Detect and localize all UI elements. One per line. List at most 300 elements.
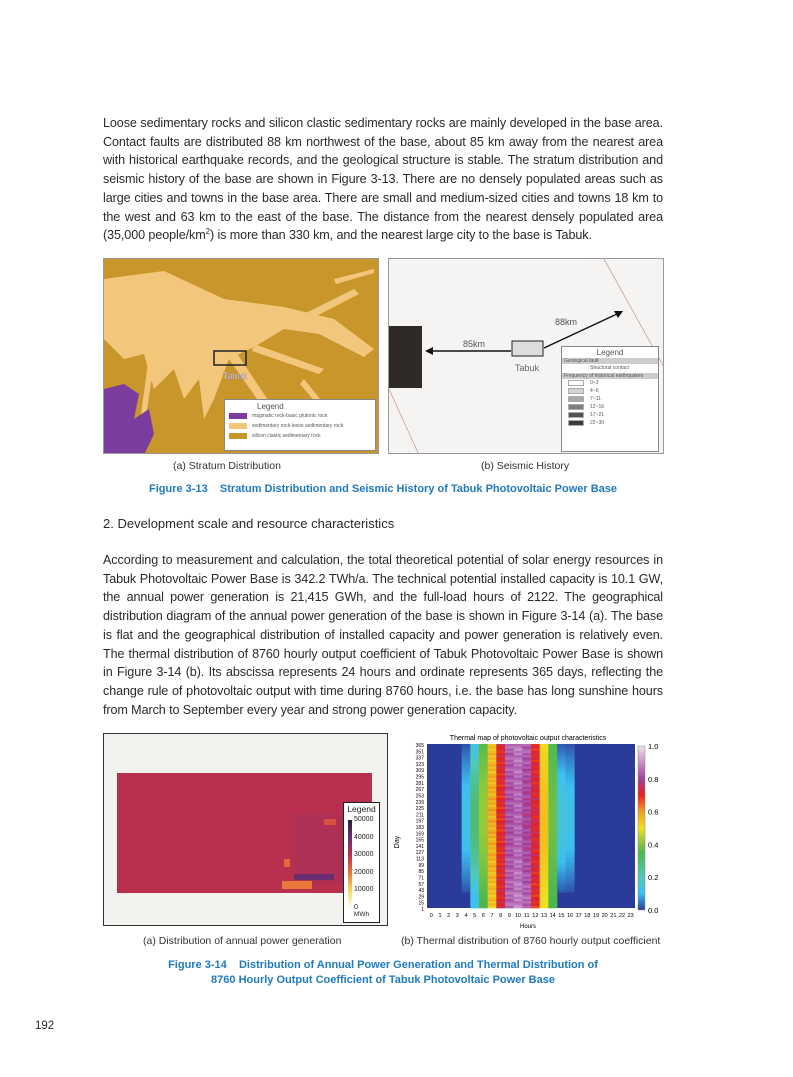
- heatmap-cell: [479, 780, 488, 783]
- heatmap-cell: [548, 877, 557, 880]
- heatmap-cell: [566, 757, 575, 760]
- heatmap-cell: [522, 881, 531, 884]
- heatmap-cell: [496, 780, 505, 783]
- heatmap-cell: [488, 859, 497, 862]
- heatmap-cell: [462, 809, 471, 812]
- heatmap-cell: [522, 879, 531, 882]
- heatmap-cell: [505, 814, 514, 817]
- heatmap-cell: [557, 847, 566, 850]
- legend-label: 4~6: [590, 388, 599, 394]
- heatmap-cell: [505, 877, 514, 880]
- heatmap-cell: [531, 836, 540, 839]
- heatmap-cell: [522, 843, 531, 846]
- heatmap-cell: [548, 838, 557, 841]
- heatmap-cell: [470, 796, 479, 799]
- heatmap-cell: [514, 818, 523, 821]
- heatmap-cell: [531, 879, 540, 882]
- heatmap-cell: [479, 782, 488, 785]
- x-tick-label: 22: [618, 913, 626, 919]
- heatmap-cell: [462, 861, 471, 864]
- heatmap-cell: [522, 886, 531, 889]
- heatmap-cell: [540, 769, 549, 772]
- heatmap-cell: [540, 818, 549, 821]
- heatmap-cell: [470, 906, 479, 909]
- heatmap-cell: [531, 807, 540, 810]
- heatmap-cell: [488, 820, 497, 823]
- heatmap-cell: [531, 814, 540, 817]
- heatmap-cell: [531, 762, 540, 765]
- heatmap-cell: [514, 793, 523, 796]
- heatmap-cell: [496, 874, 505, 877]
- heatmap-cell: [462, 796, 471, 799]
- heatmap-cell: [479, 823, 488, 826]
- y-tick-label: 295: [415, 774, 424, 781]
- heatmap-cell: [505, 859, 514, 862]
- heatmap-cell: [488, 766, 497, 769]
- heatmap-cell: [470, 820, 479, 823]
- heatmap-cell: [462, 814, 471, 817]
- heatmap-cell: [557, 793, 566, 796]
- heatmap-cell: [566, 773, 575, 776]
- heatmap-cell: [566, 771, 575, 774]
- heatmap-cell: [470, 836, 479, 839]
- heatmap-cell: [496, 886, 505, 889]
- heatmap-cell: [496, 904, 505, 907]
- heatmap-cell: [548, 802, 557, 805]
- heatmap-cell: [505, 868, 514, 871]
- heatmap-cell: [522, 796, 531, 799]
- heatmap-cell: [566, 832, 575, 835]
- heatmap-cell: [540, 838, 549, 841]
- heatmap-cell: [566, 798, 575, 801]
- heatmap-cell: [548, 751, 557, 754]
- heatmap-cell: [514, 823, 523, 826]
- heatmap-cell: [488, 847, 497, 850]
- heatmap-cell: [479, 897, 488, 900]
- heatmap-cell: [557, 811, 566, 814]
- heatmap-cell: [531, 888, 540, 891]
- heatmap-cell: [540, 868, 549, 871]
- heatmap-cell: [548, 811, 557, 814]
- x-tick-label: 13: [540, 913, 548, 919]
- legend-label: 17~21: [590, 412, 605, 418]
- heatmap-cell: [462, 793, 471, 796]
- heatmap-cell: [557, 861, 566, 864]
- heatmap-cell: [496, 753, 505, 756]
- heatmap-cell: [505, 886, 514, 889]
- heatmap-cell: [540, 904, 549, 907]
- heatmap-cell: [540, 863, 549, 866]
- heatmap-cell: [540, 897, 549, 900]
- heatmap-cell: [462, 755, 471, 758]
- heatmap-cell: [548, 764, 557, 767]
- heatmap-cell: [462, 852, 471, 855]
- heatmap-cell: [505, 764, 514, 767]
- heatmap-cell: [479, 748, 488, 751]
- heatmap-cell: [462, 865, 471, 868]
- heatmap-cell: [531, 771, 540, 774]
- heatmap-cell: [479, 762, 488, 765]
- heatmap-cell: [470, 859, 479, 862]
- heatmap-cell: [514, 838, 523, 841]
- colorbar-tick-label: 0.4: [648, 840, 659, 850]
- heatmap-cell: [522, 820, 531, 823]
- caption-stratum: (a) Stratum Distribution: [173, 460, 281, 472]
- heatmap-cell: [462, 820, 471, 823]
- heatmap-cell: [488, 854, 497, 857]
- heatmap-cell: [479, 829, 488, 832]
- heatmap-cell: [548, 899, 557, 902]
- y-tick-label: 253: [415, 793, 424, 800]
- heatmap-cell: [488, 757, 497, 760]
- heatmap-cell: [557, 859, 566, 862]
- heatmap-cell: [488, 782, 497, 785]
- heatmap-cell: [566, 886, 575, 889]
- heatmap-cell: [470, 872, 479, 875]
- heatmap-cell: [531, 834, 540, 837]
- heatmap-cell: [540, 755, 549, 758]
- heatmap-cell: [462, 825, 471, 828]
- heatmap-cell: [566, 834, 575, 837]
- heatmap-cell: [531, 859, 540, 862]
- heatmap-cell: [496, 800, 505, 803]
- heatmap-cell: [548, 825, 557, 828]
- heatmap-cell: [479, 892, 488, 895]
- heatmap-cell: [566, 841, 575, 844]
- heatmap-cell: [557, 757, 566, 760]
- heatmap-cell: [479, 868, 488, 871]
- heatmap-cell: [496, 769, 505, 772]
- heatmap-cell: [514, 841, 523, 844]
- heatmap-cell: [462, 832, 471, 835]
- heatmap-cell: [540, 796, 549, 799]
- heatmap-cell: [557, 787, 566, 790]
- heatmap-cell: [548, 757, 557, 760]
- heatmap-cell: [540, 856, 549, 859]
- heatmap-cell: [566, 811, 575, 814]
- heatmap-cell: [470, 834, 479, 837]
- heatmap-cell: [548, 852, 557, 855]
- heatmap-cell: [566, 764, 575, 767]
- heatmap-cell: [557, 881, 566, 884]
- heatmap-cell: [540, 886, 549, 889]
- heatmap-cell: [505, 834, 514, 837]
- heatmap-cell: [540, 800, 549, 803]
- heatmap-cell: [557, 807, 566, 810]
- heatmap-cell: [514, 872, 523, 875]
- heatmap-cell: [479, 838, 488, 841]
- heatmap-cell: [462, 773, 471, 776]
- heatmap-cell: [566, 859, 575, 862]
- heatmap-cell: [470, 775, 479, 778]
- x-tick-label: 4: [464, 913, 468, 919]
- heatmap-cell: [548, 901, 557, 904]
- heatmap-cell: [470, 798, 479, 801]
- heatmap-cell: [514, 881, 523, 884]
- heatmap-cell: [540, 901, 549, 904]
- heatmap-cell: [514, 778, 523, 781]
- y-tick-label: 57: [418, 881, 424, 888]
- heatmap-cell: [488, 832, 497, 835]
- heatmap-cell: [566, 874, 575, 877]
- heatmap-cell: [557, 825, 566, 828]
- heatmap-cell: [479, 877, 488, 880]
- heatmap-cell: [566, 883, 575, 886]
- heatmap-cell: [566, 793, 575, 796]
- heatmap-cell: [548, 859, 557, 862]
- heatmap-cell: [522, 816, 531, 819]
- heatmap-cell: [496, 809, 505, 812]
- heatmap-cell: [496, 854, 505, 857]
- legend-label: silicon clastic sedimentary rock: [252, 433, 321, 439]
- heatmap-cell: [531, 847, 540, 850]
- heatmap-cell: [479, 827, 488, 830]
- heatmap-cell: [496, 820, 505, 823]
- heatmap-cell: [531, 886, 540, 889]
- heatmap-cell: [470, 766, 479, 769]
- heatmap-cell: [488, 771, 497, 774]
- heatmap-cell: [540, 841, 549, 844]
- heatmap-cell: [496, 823, 505, 826]
- x-tick-label: 1: [438, 913, 442, 919]
- stratum-city-label: Tabuk: [222, 371, 248, 381]
- heatmap-cell: [479, 841, 488, 844]
- heatmap-cell: [514, 782, 523, 785]
- heatmap-cell: [566, 854, 575, 857]
- heatmap-cell: [548, 805, 557, 808]
- heatmap-cell: [479, 856, 488, 859]
- heatmap-cell: [496, 793, 505, 796]
- heatmap-cell: [557, 796, 566, 799]
- heatmap-cell: [479, 886, 488, 889]
- paragraph-2: According to measurement and calculation, the total theoretical potential of solar energy resources in Tabuk Photovoltaic Power Base is 342.2 TWh/a. The technical potential installed capacity is 10.1 GW, the annual power generation is 21,415 GWh, and the full-load hours of 2122. The geographical distribution diagram of the annual power generation of the base is shown in Figure 3-14 (a). The base is flat and the geographical distribution of installed capacity and power generation is relatively even. The thermal distribution of 8760 hourly output coefficient of Tabuk Photovoltaic Power Base is shown in Figure 3-14 (b). Its abscissa represents 24 hours and ordinate represents 365 days, reflecting the change rule of photovoltaic output with time during 8760 hours, i.e. the base has long sunshine hours from March to September every year and strong power generation capacity.: [103, 553, 663, 717]
- heatmap-cell: [488, 827, 497, 830]
- heatmap-cell: [566, 791, 575, 794]
- heatmap-cell: [470, 881, 479, 884]
- heatmap-cell: [462, 762, 471, 765]
- heatmap-cell: [548, 832, 557, 835]
- heatmap-cell: [470, 782, 479, 785]
- heatmap-cell: [531, 832, 540, 835]
- heatmap-cell: [514, 874, 523, 877]
- heatmap-cell: [505, 899, 514, 902]
- heatmap-cell: [540, 814, 549, 817]
- heatmap-cell: [540, 780, 549, 783]
- heatmap-cell: [522, 823, 531, 826]
- heatmap-cell: [540, 807, 549, 810]
- heatmap-cell: [479, 778, 488, 781]
- heatmap-cell: [514, 802, 523, 805]
- heatmap-cell: [557, 809, 566, 812]
- heatmap-cell: [470, 771, 479, 774]
- heatmap-cell: [566, 870, 575, 873]
- heatmap-cell: [505, 751, 514, 754]
- heatmap-cell: [505, 744, 514, 747]
- heatmap-cell: [505, 888, 514, 891]
- heatmap-cell: [557, 820, 566, 823]
- heatmap-cell: [522, 829, 531, 832]
- legend-item: [562, 411, 658, 419]
- heatmap-cell: [540, 874, 549, 877]
- y-tick-label: 29: [418, 894, 424, 901]
- heatmap-cell: [540, 751, 549, 754]
- heatmap-cell: [566, 760, 575, 763]
- heatmap-cell: [566, 863, 575, 866]
- heatmap-cell: [557, 865, 566, 868]
- heatmap-cell: [540, 881, 549, 884]
- legend-tick: 10000: [354, 886, 374, 893]
- heatmap-cell: [557, 748, 566, 751]
- heatmap-cell: [505, 773, 514, 776]
- heatmap-cell: [531, 787, 540, 790]
- heatmap-cell: [548, 870, 557, 873]
- heatmap-cell: [470, 863, 479, 866]
- heatmap-cell: [548, 798, 557, 801]
- heatmap-cell: [522, 832, 531, 835]
- heatmap-cell: [479, 798, 488, 801]
- heatmap-cell: [540, 744, 549, 747]
- heatmap-cell: [496, 751, 505, 754]
- heatmap-cell: [548, 888, 557, 891]
- heatmap-cell: [557, 872, 566, 875]
- heatmap-cell: [470, 825, 479, 828]
- heatmap-cell: [566, 890, 575, 893]
- heatmap-cell: [522, 838, 531, 841]
- heatmap-cell: [566, 881, 575, 884]
- heatmap-cell: [479, 814, 488, 817]
- freq-header: Frequency of historical earthquakes: [562, 373, 658, 379]
- heatmap-cell: [470, 841, 479, 844]
- heatmap-cell: [531, 766, 540, 769]
- heatmap-cell: [479, 899, 488, 902]
- heatmap-cell: [479, 784, 488, 787]
- heatmap-cell: [531, 784, 540, 787]
- heatmap-cell: [470, 852, 479, 855]
- y-tick-label: 225: [415, 806, 424, 813]
- heatmap-cell: [462, 775, 471, 778]
- heatmap-cell: [531, 868, 540, 871]
- heatmap-cell: [496, 746, 505, 749]
- heatmap-cell: [540, 748, 549, 751]
- heatmap-cell: [470, 901, 479, 904]
- heatmap-cell: [505, 841, 514, 844]
- heatmap-cell: [505, 823, 514, 826]
- heatmap-cell: [505, 865, 514, 868]
- heatmap-cell: [462, 791, 471, 794]
- heatmap-cell: [557, 888, 566, 891]
- heatmap-cell: [470, 854, 479, 857]
- heatmap-cell: [557, 832, 566, 835]
- heatmap-cell: [522, 798, 531, 801]
- heatmap-cell: [522, 787, 531, 790]
- heatmap-cell: [548, 897, 557, 900]
- heatmap-cell: [522, 782, 531, 785]
- heatmap-cell: [505, 870, 514, 873]
- heatmap-cell: [470, 832, 479, 835]
- heatmap-cell: [470, 760, 479, 763]
- heatmap-cell: [470, 845, 479, 848]
- heatmap-cell: [548, 845, 557, 848]
- heatmap-cell: [540, 782, 549, 785]
- heatmap-cell: [522, 744, 531, 747]
- heatmap-cell: [462, 836, 471, 839]
- heatmap-cell: [505, 904, 514, 907]
- heatmap-cell: [488, 744, 497, 747]
- heatmap-cell: [566, 755, 575, 758]
- heatmap-cell: [531, 890, 540, 893]
- legend-label: magmatic rock-basic plutonic rock: [252, 413, 328, 419]
- heatmap-cell: [462, 748, 471, 751]
- heatmap-cell: [548, 906, 557, 909]
- heatmap-cell: [505, 881, 514, 884]
- x-tick-label: 16: [566, 913, 574, 919]
- heatmap-cell: [488, 874, 497, 877]
- heatmap-cell: [470, 762, 479, 765]
- heatmap-cell: [522, 807, 531, 810]
- heatmap-cell: [522, 859, 531, 862]
- heatmap-cell: [557, 814, 566, 817]
- heatmap-cell: [479, 800, 488, 803]
- heatmap-cell: [470, 829, 479, 832]
- heatmap-cell: [540, 861, 549, 864]
- heatmap-cell: [462, 766, 471, 769]
- heatmap-cell: [514, 760, 523, 763]
- distance-northeast-label: 88km: [554, 317, 578, 327]
- heatmap-cell: [479, 793, 488, 796]
- heatmap-cell: [488, 877, 497, 880]
- heatmap-cell: [488, 778, 497, 781]
- heatmap-cell: [566, 814, 575, 817]
- legend-item: [562, 379, 658, 387]
- heatmap-cell: [548, 769, 557, 772]
- heatmap-cell: [566, 762, 575, 765]
- heatmap-cell: [557, 771, 566, 774]
- heatmap-cell: [548, 829, 557, 832]
- heatmap-cell: [557, 834, 566, 837]
- heatmap-cell: [548, 755, 557, 758]
- heatmap-cell: [548, 879, 557, 882]
- heatmap-cell: [540, 809, 549, 812]
- heatmap-cell: [557, 791, 566, 794]
- x-tick-label: 6: [481, 913, 485, 919]
- heatmap-cell: [540, 832, 549, 835]
- heatmap-cell: [514, 816, 523, 819]
- legend-label: 7~11: [590, 396, 601, 402]
- heatmap-cell: [496, 755, 505, 758]
- heatmap-cell: [479, 859, 488, 862]
- heatmap-cell: [566, 753, 575, 756]
- heatmap-cell: [488, 809, 497, 812]
- heatmap-cell: [479, 836, 488, 839]
- power-generation-map: [103, 733, 388, 926]
- heatmap-cell: [531, 895, 540, 898]
- legend-item: [562, 387, 658, 395]
- heatmap-cell: [479, 755, 488, 758]
- heatmap-cell: [505, 760, 514, 763]
- heatmap-cell: [522, 814, 531, 817]
- heatmap-cell: [479, 816, 488, 819]
- heatmap-cell: [488, 856, 497, 859]
- heatmap-cell: [557, 890, 566, 893]
- heatmap-cell: [470, 877, 479, 880]
- heatmap-cell: [488, 775, 497, 778]
- heatmap-cell: [505, 906, 514, 909]
- heatmap-cell: [505, 856, 514, 859]
- heatmap-cell: [548, 784, 557, 787]
- heatmap-cell: [505, 874, 514, 877]
- power-colorbar: [348, 820, 352, 908]
- heatmap-cell: [462, 798, 471, 801]
